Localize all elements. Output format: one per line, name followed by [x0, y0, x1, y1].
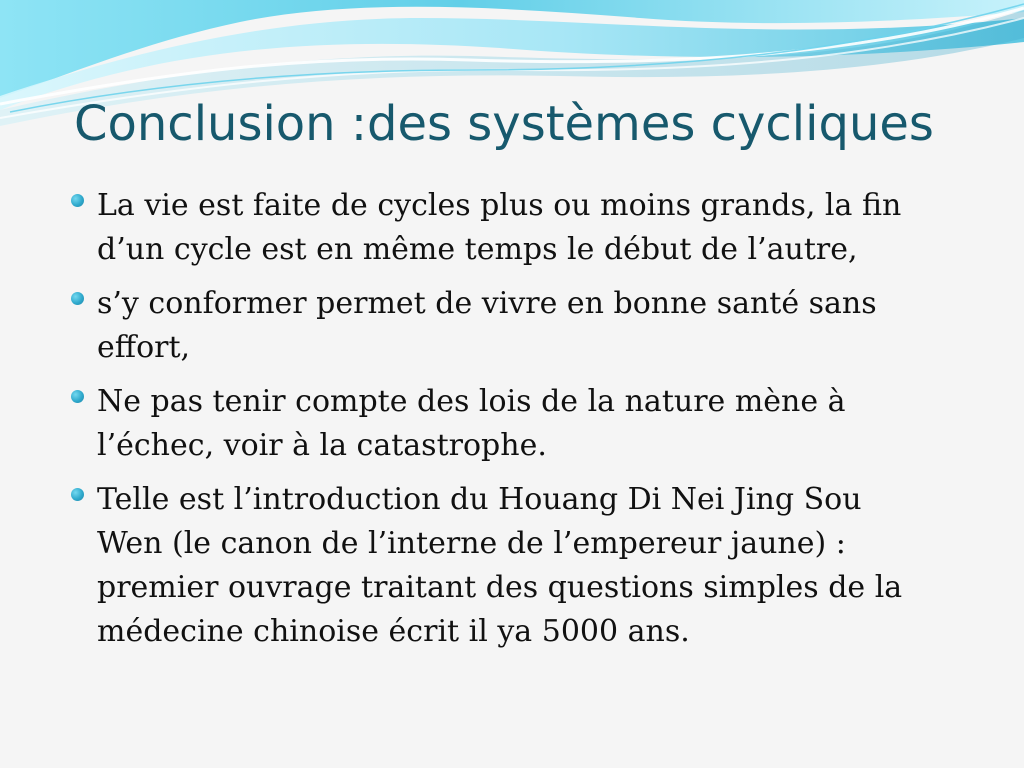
- bullet-item-4: [0, 478, 1024, 654]
- bullet-list: [0, 184, 1024, 664]
- bullet-4-line-2: Wen (le canon de l’interne de l’empereur jaune) :: [97, 526, 846, 561]
- bullet-4-line-3: premier ouvrage traitant des questions simples de la: [97, 570, 903, 605]
- bullet-4-line-1: Telle est l’introduction du Houang Di Nei Jing Sou: [97, 482, 862, 517]
- bullet-text-2: [97, 282, 917, 370]
- bullet-icon: [71, 390, 84, 403]
- bullet-item-2: [0, 282, 1024, 370]
- bullet-3-line-1: Ne pas tenir compte des lois de la nature mène à: [97, 384, 846, 419]
- bullet-text-3: [97, 380, 917, 468]
- slide-title: Conclusion :des systèmes cycliques: [74, 96, 934, 152]
- bullet-item-3: [0, 380, 1024, 468]
- bullet-2-line-1: s’y conformer permet de vivre en bonne santé sans: [97, 286, 877, 321]
- bullet-1-line-1: La vie est faite de cycles plus ou moins grands, la fin: [97, 188, 902, 223]
- bullet-text-4: [97, 478, 917, 654]
- bullet-icon: [71, 292, 84, 305]
- bullet-item-1: [0, 184, 1024, 272]
- bullet-text-1: [97, 184, 917, 272]
- bullet-icon: [71, 488, 84, 501]
- bullet-1-line-2: d’un cycle est en même temps le début de l’autre,: [97, 232, 858, 267]
- bullet-icon: [71, 194, 84, 207]
- bullet-2-line-2: effort,: [97, 330, 191, 365]
- bullet-3-line-2: l’échec, voir à la catastrophe.: [97, 428, 547, 463]
- bullet-4-line-4: médecine chinoise écrit il ya 5000 ans.: [97, 614, 690, 649]
